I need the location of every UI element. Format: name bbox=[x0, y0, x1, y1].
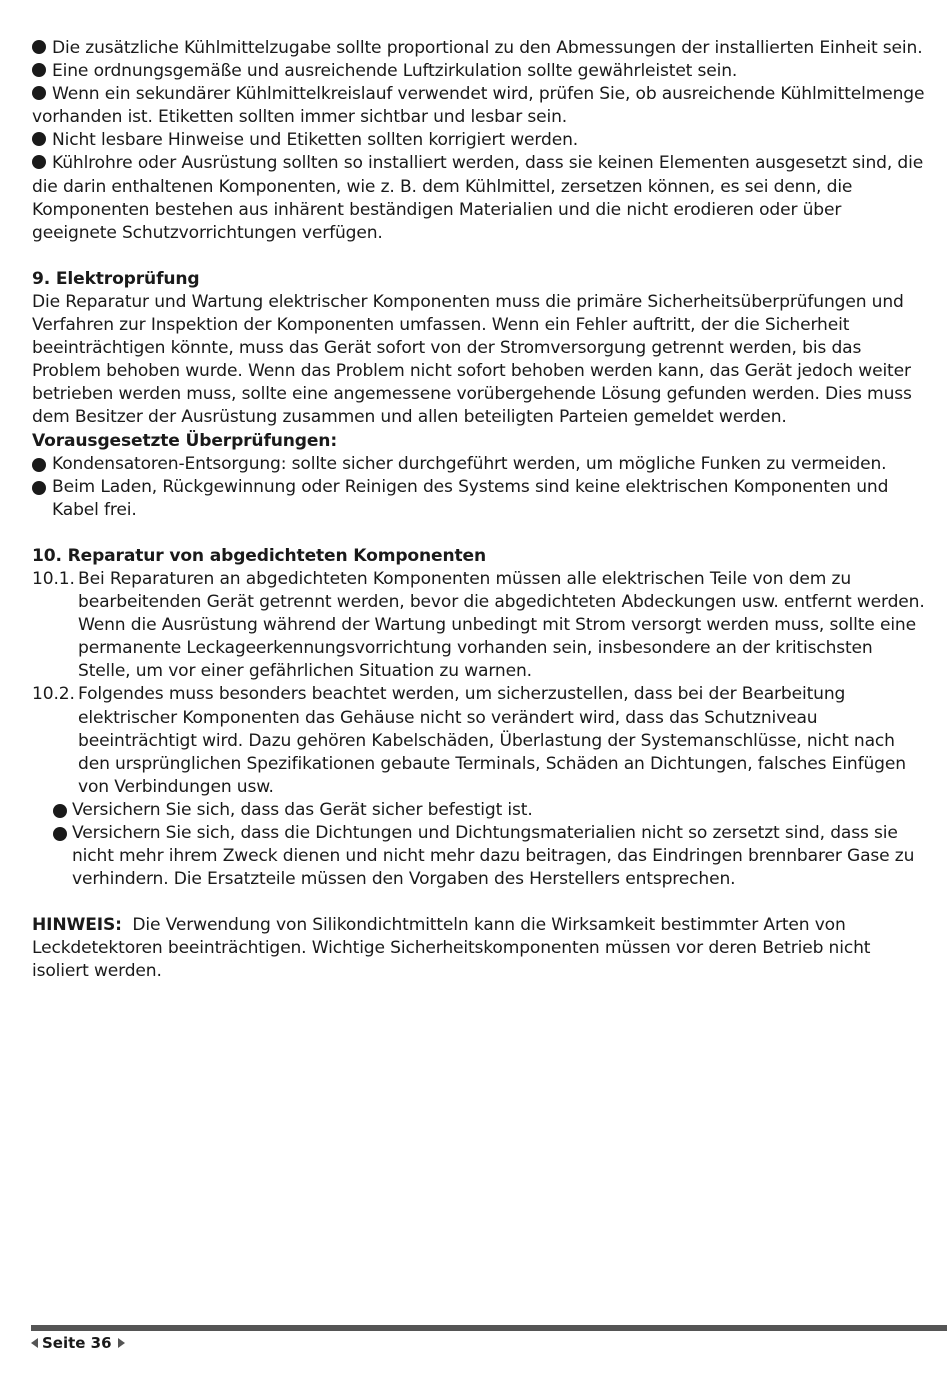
section-body: Die Reparatur und Wartung elektrischer Komponenten muss die primäre Sicherheitsüberprüfungen und Verfahren zur Inspektion der Komponenten umfassen. Wenn ein Fehler auftritt, der die Sicherheit beeinträchtigen könnte, muss das Gerät sofort von der Stromversorgung getrennt werden, bis das Problem behoben wurde. Wenn das Problem nicht sofort behoben werden kann, das Gerät jedoch weiter betrieben werden muss, sollte eine angemessene vorübergehende Lösung gefunden werden. Dies muss dem Besitzer der Ausrüstung zusammen und allen beteiligten Parteien gemeldet werden. bbox=[32, 291, 912, 428]
bullet-icon bbox=[32, 40, 46, 54]
page-number: Seite 36 bbox=[42, 1334, 112, 1352]
bullet-item: Die zusätzliche Kühlmittelzugabe sollte proportional zu den Abmessungen der installierten Einheit sein. bbox=[32, 37, 927, 60]
bullet-item: Nicht lesbare Hinweise und Etiketten sollten korrigiert werden. bbox=[32, 129, 927, 152]
sub-bullet-item: Versichern Sie sich, dass die Dichtungen und Dichtungsmaterialien nicht so zersetzt sind, dass sie nicht mehr ihrem Zweck dienen und nicht mehr dazu beitragen, das Eindringen brennbarer Gase zu verhindern. Die Ersatzteile müssen den Vorgaben des Herstellers entsprechen. bbox=[32, 822, 927, 891]
bullet-icon bbox=[32, 481, 46, 495]
bullet-icon bbox=[32, 132, 46, 146]
bullet-item: Eine ordnungsgemäße und ausreichende Luftzirkulation sollte gewährleistet sein. bbox=[32, 60, 927, 83]
bullet-icon bbox=[53, 804, 67, 818]
bullet-item: Kühlrohre oder Ausrüstung sollten so installiert werden, dass sie keinen Elementen ausgesetzt sind, die die darin enthaltenen Komponenten, wie z. B. dem Kühlmittel, zersetzen können, es sei denn, die Komponenten bestehen aus inhärent beständigen Materialien und die nicht erodieren oder über geeignete Schutzvorrichtungen verfügen. bbox=[32, 153, 924, 243]
document-body bbox=[32, 37, 927, 984]
sub-bullet-item: Versichern Sie sich, dass das Gerät sicher befestigt ist. bbox=[32, 799, 927, 822]
numbered-item: 10.2. Folgendes muss besonders beachtet werden, um sicherzustellen, dass bei der Bearbeitung elektrischer Komponenten das Gehäuse nicht so verändert wird, dass das Schutzniveau beeinträchtigt wird. Dazu gehören Kabelschäden, Überlastung der Systemanschlüsse, nicht nach den ursprünglichen Spezifikationen gebaute Terminals, Schäden an Dichtungen, falsches Einfügen von Verbindungen usw. bbox=[32, 684, 906, 797]
bullet-item: Wenn ein sekundärer Kühlmittelkreislauf verwendet wird, prüfen Sie, ob ausreichende Kühlmittelmenge vorhanden ist. Etiketten sollten immer sichtbar und lesbar sein. bbox=[32, 84, 925, 128]
bullet-item: Kondensatoren-Entsorgung: sollte sicher durchgeführt werden, um mögliche Funken zu vermeiden. bbox=[32, 453, 927, 476]
numbered-item: 10.1. Bei Reparaturen an abgedichteten Komponenten müssen alle elektrischen Teile von dem zu bearbeitenden Gerät getrennt werden, bevor die abgedichteten Abdeckungen usw. entfernt werden. Wenn die Ausrüstung während der Wartung unbedingt mit Strom versorgt werden muss, sollte eine permanente Leckageerkennungsvorrichtung vorhanden sein, insbesondere an der kritischsten Stelle, um vor einer gefährlichen Situation zu warnen. bbox=[32, 568, 925, 682]
subheading: Vorausgesetzte Überprüfungen: bbox=[32, 430, 338, 451]
bullet-icon bbox=[32, 458, 46, 472]
footer-divider bbox=[31, 1325, 947, 1331]
bullet-icon bbox=[32, 63, 46, 77]
section-heading: 10. Reparatur von abgedichteten Komponenten bbox=[32, 545, 486, 566]
triangle-right-icon bbox=[118, 1338, 125, 1348]
triangle-left-icon bbox=[31, 1338, 38, 1348]
bullet-icon bbox=[32, 86, 46, 100]
footer bbox=[31, 1334, 125, 1352]
note-label: HINWEIS: bbox=[32, 915, 122, 936]
section-heading: 9. Elektroprüfung bbox=[32, 268, 200, 289]
bullet-icon bbox=[32, 155, 46, 169]
bullet-item: Beim Laden, Rückgewinnung oder Reinigen des Systems sind keine elektrischen Komponenten und Kabel frei. bbox=[32, 476, 927, 522]
note: HINWEIS: Die Verwendung von Silikondichtmitteln kann die Wirksamkeit bestimmter Arten von Leckdetektoren beeinträchtigen. Wichtige Sicherheitskomponenten müssen vor deren Betrieb nicht isoliert werden. bbox=[32, 915, 871, 982]
bullet-icon bbox=[53, 827, 67, 841]
